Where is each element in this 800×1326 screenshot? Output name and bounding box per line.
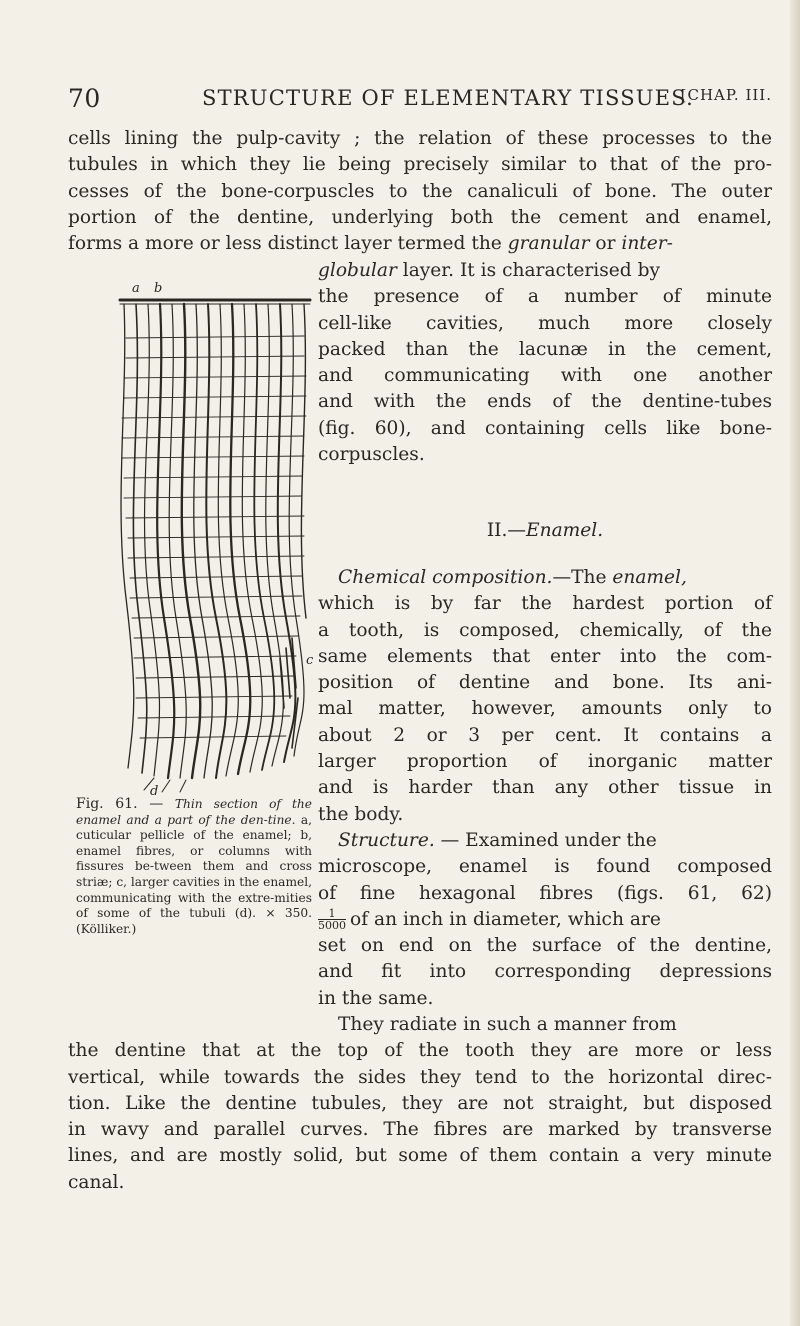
text-line: the presence of a number of minute	[318, 286, 772, 308]
text-line: canal.	[68, 1171, 125, 1193]
run-in-heading: Structure.	[338, 830, 435, 851]
text-line: vertical, while towards the sides they tend to the horizontal direc-	[68, 1066, 772, 1088]
page-edge	[790, 0, 800, 1326]
text-line: tubules in which they lie being precisely similar to that of the pro-	[68, 154, 772, 176]
text-line: in the same.	[318, 987, 434, 1009]
text-line: and with the ends of the dentine-tubes	[318, 391, 772, 413]
text-line: forms a more or less distinct layer termed the granular or inter-	[68, 233, 673, 255]
chapter-marker: [CHAP. III.	[680, 86, 772, 104]
text-line: microscope, enamel is found composed	[318, 856, 772, 878]
term-granular: granular	[507, 233, 590, 255]
text-line: mal matter, however, amounts only to	[318, 698, 772, 720]
running-title: STRUCTURE OF ELEMENTARY TISSUES.	[202, 86, 694, 110]
text-line: the body.	[318, 803, 404, 825]
paragraph-structure	[318, 828, 772, 1012]
text-line: portion of the dentine, underlying both the cement and enamel,	[68, 206, 772, 228]
figure-number: Fig. 61. —	[76, 796, 175, 812]
term-enamel: enamel,	[612, 567, 687, 588]
term-inter: inter-	[621, 233, 673, 255]
text-line: and communicating with one another	[318, 365, 772, 387]
text-line: about 2 or 3 per cent. It contains a	[318, 724, 772, 746]
paragraph-granular-layer	[318, 258, 772, 468]
text-line: Chemical composition.—The enamel,	[338, 567, 687, 588]
paragraph-dentine-end	[68, 126, 772, 257]
figure-label-a: a	[132, 281, 140, 296]
text-line: cells lining the pulp-cavity ; the relation of these processes to the	[68, 128, 772, 149]
text-line: set on end on the surface of the dentine,	[318, 935, 772, 957]
text-line: $\frac{1}{5000}$ of an inch in diameter, which are	[318, 907, 661, 933]
section-heading: II.—Enamel.	[486, 520, 604, 541]
caption-body: a, cuticular pellicle of the enamel; b, enamel fibres, or columns with fissures be-tween them and cross striæ; c, larger cavities in the enamel, communicating with the extre-mities of some of the tubuli (d). × 350. (Kölliker.)	[76, 812, 313, 936]
text-line: cesses of the bone-corpuscles to the canaliculi of bone. The outer	[68, 180, 772, 202]
figure-label-b: b	[154, 281, 163, 296]
text-line: (fig. 60), and containing cells like bone-	[318, 417, 772, 439]
caption-title: Thin section of the enamel and a part of the den-tine.	[76, 797, 312, 827]
text-line: They radiate in such a manner from	[338, 1014, 677, 1035]
text-line: the dentine that at the top of the tooth they are more or less	[68, 1040, 772, 1062]
paragraph-radiation	[68, 1012, 772, 1196]
text-line: which is by far the hardest portion of	[318, 593, 772, 615]
text-line: same elements that enter into the com-	[318, 645, 772, 667]
text-line: in wavy and parallel curves. The fibres are marked by transverse	[68, 1119, 772, 1141]
term-globular: globular	[318, 260, 397, 281]
figure-label-d: d	[150, 784, 159, 798]
text-line: and fit into corresponding depressions	[318, 961, 772, 983]
text-line: corpuscles.	[318, 444, 425, 466]
text-line: Structure. — Examined under the	[338, 830, 657, 851]
text-line: larger proportion of inorganic matter	[318, 751, 772, 773]
text-line: of fine hexagonal fibres (figs. 61, 62)	[318, 882, 772, 904]
text-line: packed than the lacunæ in the cement,	[318, 338, 772, 360]
text-line: cell-like cavities, much more closely	[318, 312, 772, 334]
text-line: lines, and are mostly solid, but some of them contain a very minute	[68, 1145, 772, 1167]
text-line: position of dentine and bone. Its ani-	[318, 672, 772, 694]
enamel-illustration	[114, 278, 314, 798]
figure-label-c: c	[306, 653, 314, 668]
figure-caption	[76, 797, 312, 937]
text-line: and is harder than any other tissue in	[318, 777, 772, 799]
page-number: 70	[68, 84, 101, 113]
text-line: tion. Like the dentine tubules, they are not straight, but disposed	[68, 1092, 772, 1114]
run-in-heading: Chemical composition.	[338, 567, 553, 588]
figure-enamel-section	[114, 278, 314, 798]
text-line: a tooth, is composed, chemically, of the	[318, 619, 772, 641]
paragraph-chemical-composition	[318, 565, 772, 828]
running-header	[68, 84, 772, 118]
text-line: globular layer. It is characterised by	[318, 260, 661, 281]
fraction: $\frac{1}{5000}$	[318, 907, 346, 933]
